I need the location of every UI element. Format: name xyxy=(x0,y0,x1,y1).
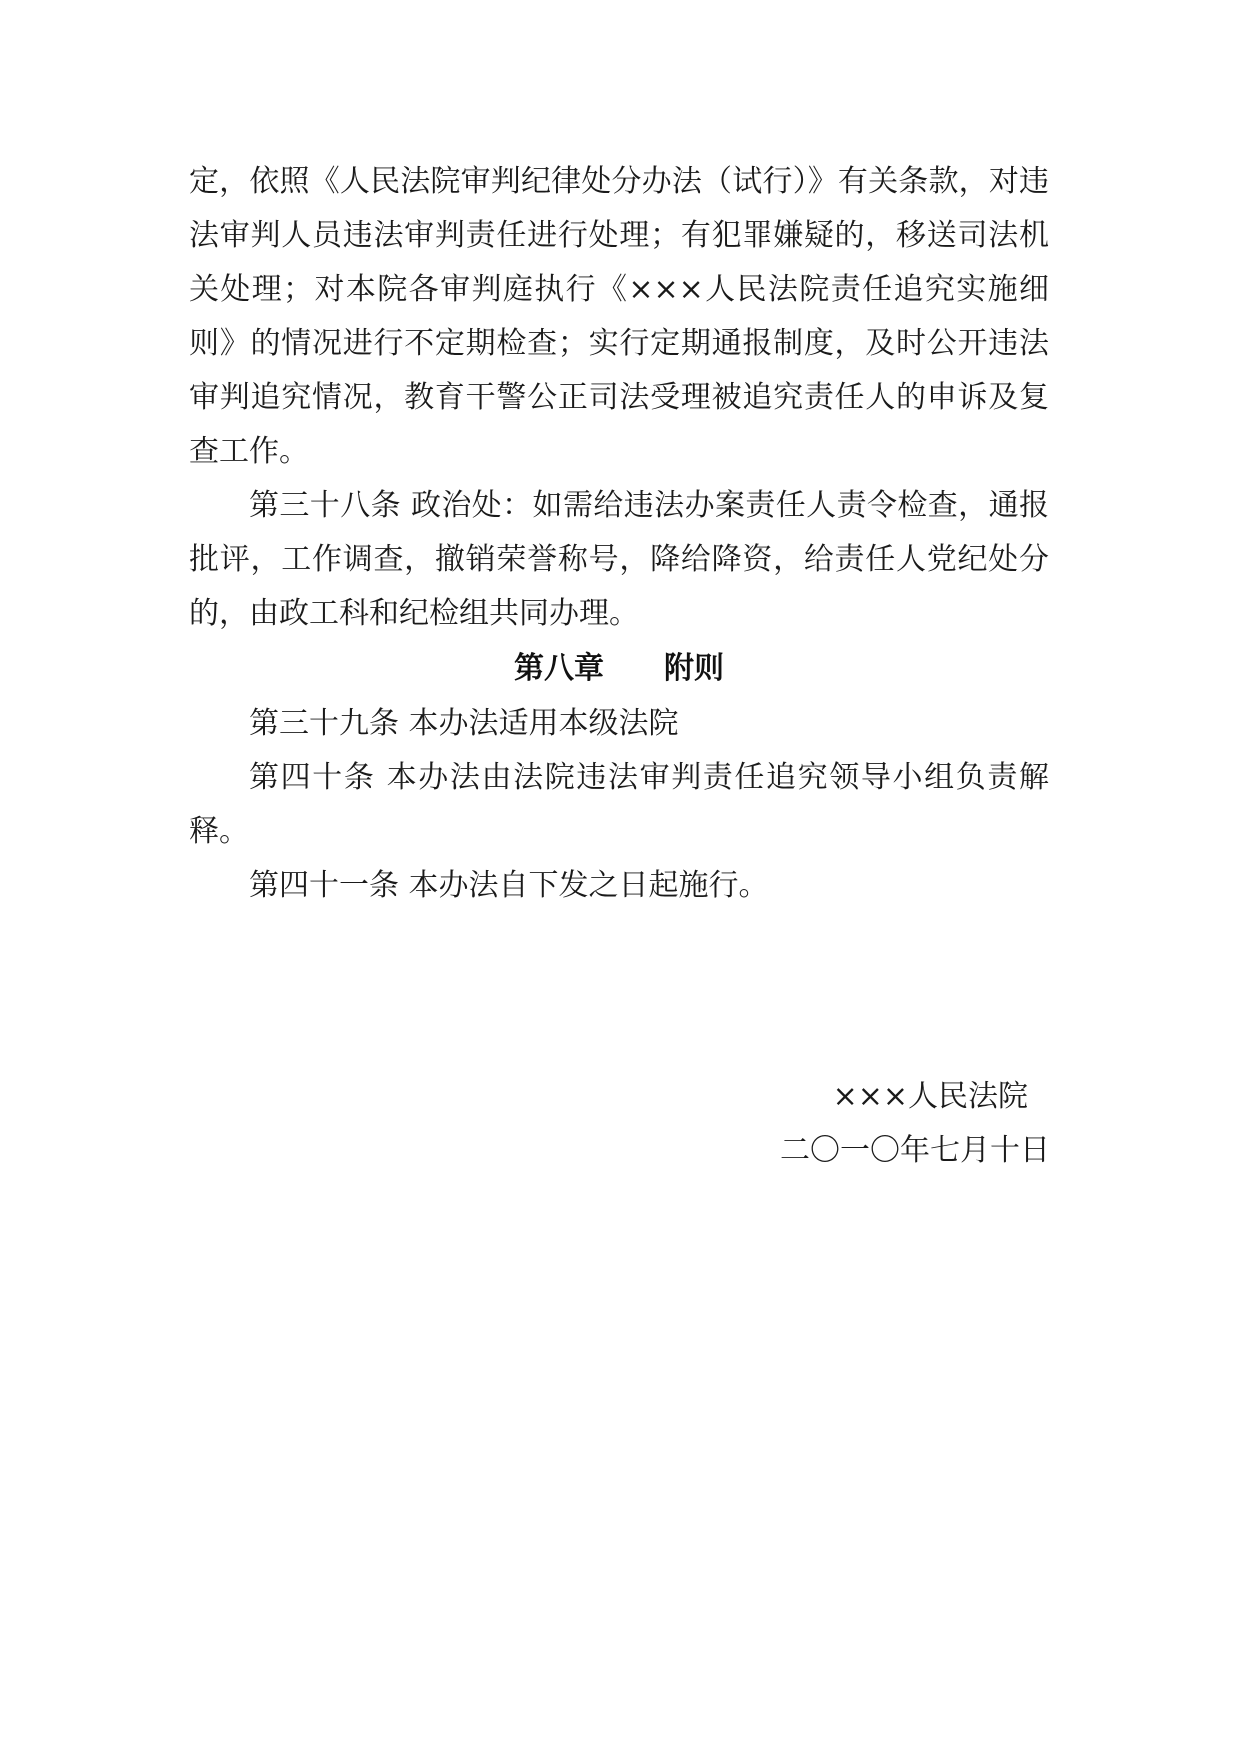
signature-date: 二〇一〇年七月十日 xyxy=(780,1133,1050,1168)
article-41: 第四十一条 本办法自下发之日起施行。 xyxy=(249,868,769,903)
signature-organization: ×××人民法院 xyxy=(832,1079,1028,1114)
body-text-lower xyxy=(189,697,1049,913)
continued-paragraph: 定，依照《人民法院审判纪律处分办法（试行）》有关条款，对违法审判人员违法审判责任进行处理；有犯罪嫌疑的，移送司法机关处理；对本院各审判庭执行《×××人民法院责任追究实施细则》的情况进行不定期检查；实行定期通报制度，及时公开违法审判追究情况，教育干警公正司法受理被追究责任人的申诉及复查工作。 xyxy=(189,164,1049,469)
article-40: 第四十条 本办法由法院违法审判责任追究领导小组负责解释。 xyxy=(189,760,1049,849)
article-39: 第三十九条 本办法适用本级法院 xyxy=(249,706,679,741)
body-text-upper xyxy=(189,155,1049,641)
article-38: 第三十八条 政治处：如需给违法办案责任人责令检查，通报批评，工作调查，撤销荣誉称号，降给降资，给责任人党纪处分的，由政工科和纪检组共同办理。 xyxy=(189,488,1049,631)
chapter-number: 第八章 xyxy=(514,651,604,686)
chapter-title: 附则 xyxy=(664,651,724,686)
chapter-heading xyxy=(189,642,1049,696)
